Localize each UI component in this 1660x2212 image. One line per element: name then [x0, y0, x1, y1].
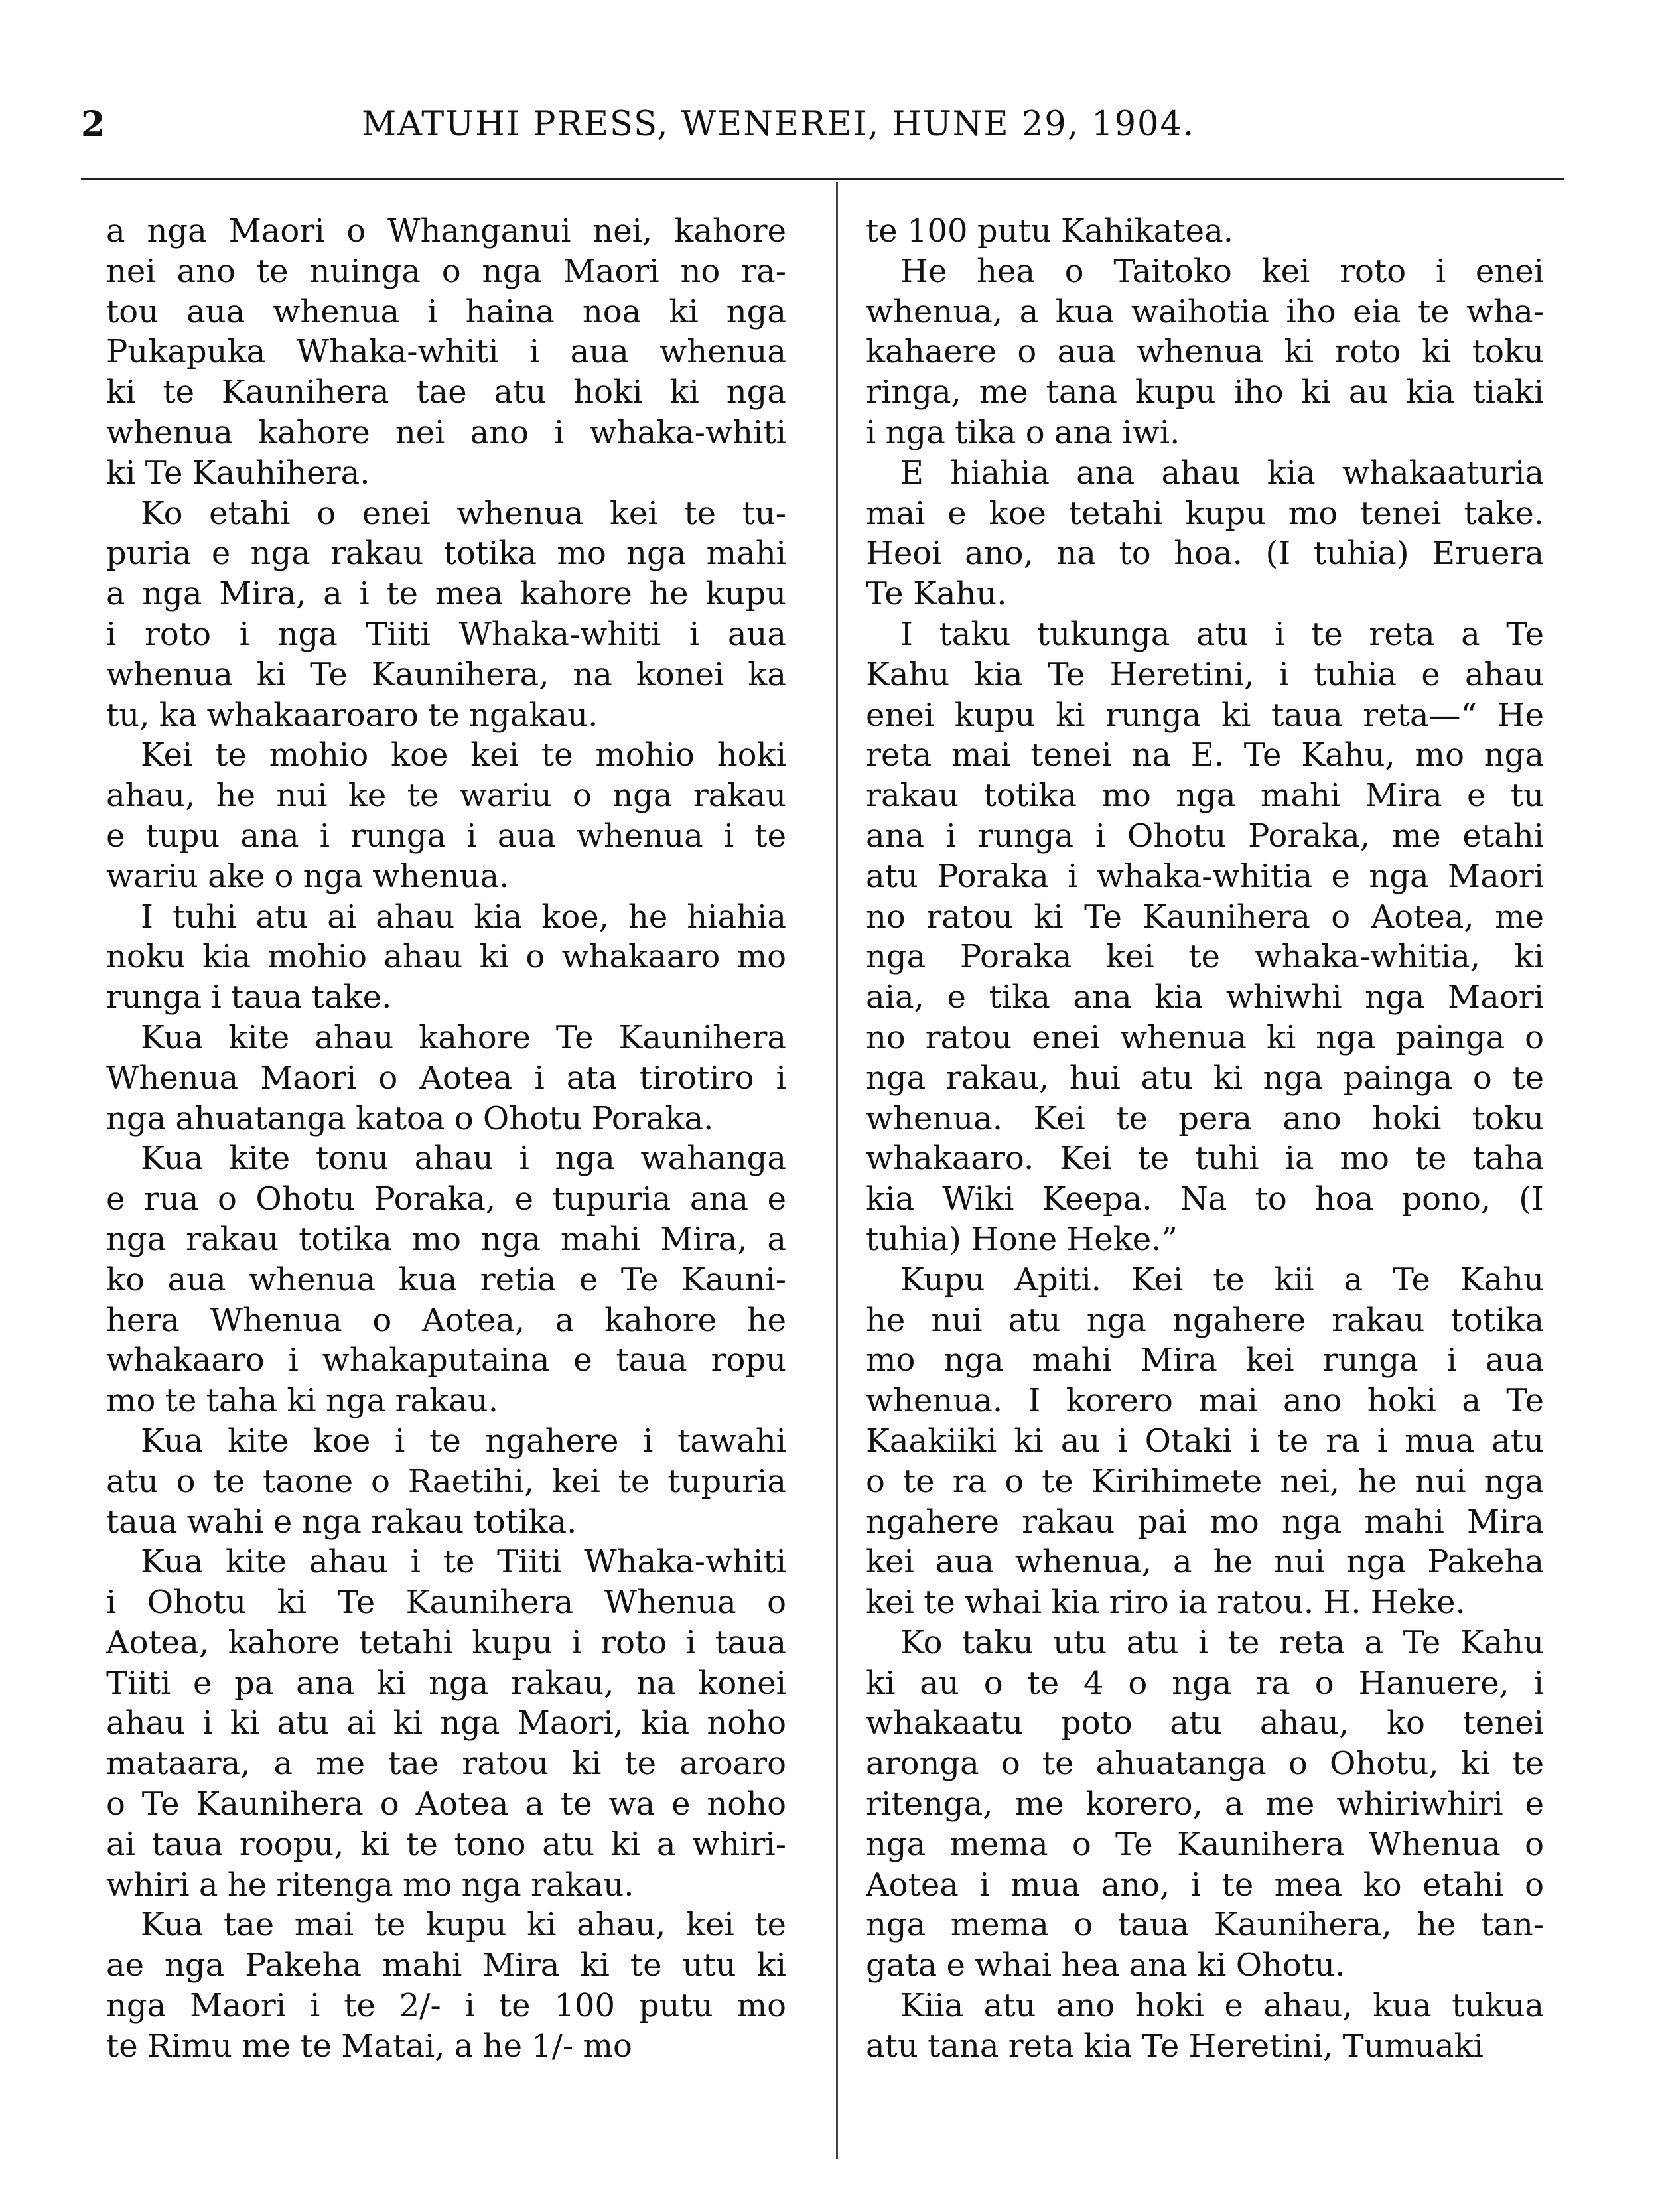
text-line: Pukapuka Whaka-whiti i aua whenua: [106, 333, 786, 371]
text-line: te 100 putu Kahikatea.: [866, 212, 1233, 249]
text-line: i nga tika o ana iwi.: [866, 413, 1180, 451]
text-line: kia Wiki Keepa. Na to hoa pono, (I: [866, 1180, 1544, 1218]
text-line: kei te whai kia riro ia ratou. H. Heke.: [866, 1584, 1466, 1622]
text-line: no ratou ki Te Kaunihera o Aotea, me: [866, 898, 1544, 935]
text-line: mataara, a me tae ratou ki te aroaro: [106, 1745, 786, 1783]
text-line: whakaatu poto atu ahau, ko tenei: [866, 1704, 1544, 1742]
text-line: noku kia mohio ahau ki o whakaaro mo: [106, 938, 786, 976]
text-line: Kua kite tonu ahau i nga wahanga: [141, 1140, 786, 1178]
text-line: he nui atu nga ngahere rakau totika: [866, 1301, 1544, 1339]
text-line: Kaakiiki ki au i Otaki i te ra i mua atu: [866, 1422, 1544, 1460]
text-line: E hiahia ana ahau kia whakaaturia: [900, 454, 1544, 492]
text-line: atu Poraka i whaka-whitia e nga Maori: [866, 857, 1544, 895]
text-line: ki te Kaunihera tae atu hoki ki nga: [106, 374, 786, 411]
text-line: aronga o te ahuatanga o Ohotu, ki te: [866, 1745, 1544, 1783]
text-line: I tuhi atu ai ahau kia koe, he hiahia: [141, 898, 786, 935]
text-line: Kua kite koe i te ngahere i tawahi: [141, 1422, 786, 1460]
paragraph: [866, 211, 1544, 251]
paragraph: [106, 897, 786, 1018]
left-column: [106, 211, 786, 2067]
text-line: aia, e tika ana kia whiwhi nga Maori: [866, 979, 1544, 1016]
text-line: ki Te Kauhihera.: [106, 454, 370, 492]
text-line: ae nga Pakeha mahi Mira ki te utu ki: [106, 1947, 786, 1984]
text-line: a nga Maori o Whanganui nei, kahore: [106, 212, 786, 249]
text-line: ahau, he nui ke te wariu o nga rakau: [106, 777, 786, 815]
text-line: whakaaro i whakaputaina e taua ropu: [106, 1342, 786, 1379]
text-line: ai taua roopu, ki te tono atu ki a whiri-: [106, 1825, 786, 1863]
text-line: He hea o Taitoko kei roto i enei: [900, 252, 1544, 290]
column-divider: [836, 182, 838, 2159]
text-line: Ko etahi o enei whenua kei te tu-: [141, 494, 786, 532]
text-line: tou aua whenua i haina noa ki nga: [106, 293, 786, 330]
text-line: e rua o Ohotu Poraka, e tupuria ana e: [106, 1180, 786, 1218]
text-line: i Ohotu ki Te Kaunihera Whenua o: [106, 1584, 786, 1622]
text-line: whakaaro. Kei te tuhi ia mo te taha: [866, 1140, 1544, 1178]
text-line: nga rakau, hui atu ki nga painga o te: [866, 1059, 1544, 1097]
text-line: mo nga mahi Mira kei runga i aua: [866, 1342, 1544, 1379]
paragraph: [866, 1986, 1544, 2067]
text-line: runga i taua take.: [106, 979, 392, 1016]
text-line: whenua. I korero mai ano hoki a Te: [866, 1382, 1544, 1420]
text-line: Kupu Apiti. Kei te kii a Te Kahu: [900, 1261, 1544, 1298]
text-line: mai e koe tetahi kupu mo tenei take.: [866, 494, 1544, 532]
text-line: Kahu kia Te Heretini, i tuhia e ahau: [866, 656, 1544, 693]
text-line: reta mai tenei na E. Te Kahu, mo nga: [866, 736, 1544, 774]
paragraph: [106, 1139, 786, 1421]
header-rule: [81, 178, 1564, 180]
text-line: ritenga, me korero, a me whiriwhiri e: [866, 1785, 1544, 1823]
text-line: no ratou enei whenua ki nga painga o: [866, 1018, 1544, 1056]
text-line: Tiiti e pa ana ki nga rakau, na konei: [106, 1664, 786, 1702]
text-line: whenua kahore nei ano i whaka-whiti: [106, 413, 786, 451]
right-column: [866, 211, 1544, 2067]
text-line: ana i runga i Ohotu Poraka, me etahi: [866, 817, 1544, 855]
text-line: Ko taku utu atu i te reta a Te Kahu: [900, 1624, 1544, 1661]
text-line: Aotea, kahore tetahi kupu i roto i taua: [106, 1624, 786, 1661]
text-line: hera Whenua o Aotea, a kahore he: [106, 1301, 786, 1339]
text-line: Kei te mohio koe kei te mohio hoki: [141, 736, 786, 774]
text-line: Te Kahu.: [866, 575, 1007, 613]
text-line: taua wahi e nga rakau totika.: [106, 1503, 577, 1541]
text-line: nga mema o Te Kaunihera Whenua o: [866, 1825, 1544, 1863]
text-line: nga rakau totika mo nga mahi Mira, a: [106, 1220, 786, 1258]
text-line: nga Poraka kei te whaka-whitia, ki: [866, 938, 1544, 976]
text-line: Whenua Maori o Aotea i ata tirotiro i: [106, 1059, 786, 1097]
text-line: Kua tae mai te kupu ki ahau, kei te: [141, 1906, 786, 1944]
text-line: te Rimu me te Matai, a he 1/- mo: [106, 2027, 632, 2065]
paragraph: [866, 453, 1544, 614]
text-line: Kiia atu ano hoki e ahau, kua tukua: [900, 1987, 1544, 2025]
text-line: gata e whai hea ana ki Ohotu.: [866, 1947, 1346, 1984]
text-line: whiri a he ritenga mo nga rakau.: [106, 1866, 634, 1903]
page-number: 2: [81, 104, 105, 145]
text-line: atu tana reta kia Te Heretini, Tumuaki: [866, 2027, 1484, 2065]
text-line: nga ahuatanga katoa o Ohotu Poraka.: [106, 1099, 714, 1137]
text-line: tuhia) Hone Heke.”: [866, 1220, 1178, 1258]
paragraph: [866, 1260, 1544, 1623]
paragraph: [106, 1905, 786, 2066]
text-line: Heoi ano, na to hoa. (I tuhia) Eruera: [866, 535, 1544, 573]
text-line: ki au o te 4 o nga ra o Hanuere, i: [866, 1664, 1544, 1702]
text-line: i roto i nga Tiiti Whaka-whiti i aua: [106, 615, 786, 653]
text-line: nei ano te nuinga o nga Maori no ra-: [106, 252, 786, 290]
text-line: nga mema o taua Kaunihera, he tan-: [866, 1906, 1544, 1944]
masthead: MATUHI PRESS, WENEREI, HUNE 29, 1904.: [362, 105, 1196, 144]
text-line: tu, ka whakaaroaro te ngakau.: [106, 696, 598, 734]
text-line: whenua, a kua waihotia iho eia te wha-: [866, 293, 1544, 330]
text-line: o Te Kaunihera o Aotea a te wa e noho: [106, 1785, 786, 1823]
paragraph: [106, 1542, 786, 1905]
text-line: whenua ki Te Kaunihera, na konei ka: [106, 656, 786, 693]
text-line: I taku tukunga atu i te reta a Te: [900, 615, 1544, 653]
text-line: mo te taha ki nga rakau.: [106, 1382, 498, 1420]
text-line: ahau i ki atu ai ki nga Maori, kia noho: [106, 1704, 786, 1742]
text-line: atu o te taone o Raetihi, kei te tupuria: [106, 1462, 786, 1500]
text-line: kahaere o aua whenua ki roto ki toku: [866, 333, 1544, 371]
text-line: a nga Mira, a i te mea kahore he kupu: [106, 575, 786, 613]
paragraph: [866, 251, 1544, 453]
text-line: ko aua whenua kua retia e Te Kauni-: [106, 1261, 786, 1298]
paragraph: [866, 614, 1544, 1260]
text-line: wariu ake o nga whenua.: [106, 857, 510, 895]
text-line: Kua kite ahau i te Tiiti Whaka-whiti: [141, 1543, 786, 1581]
text-line: o te ra o te Kirihimete nei, he nui nga: [866, 1462, 1544, 1500]
paragraph: [106, 494, 786, 736]
paragraph: [106, 735, 786, 896]
text-line: ringa, me tana kupu iho ki au kia tiaki: [866, 374, 1544, 411]
paragraph: [866, 1623, 1544, 1986]
text-line: ngahere rakau pai mo nga mahi Mira: [866, 1503, 1544, 1541]
text-line: Kua kite ahau kahore Te Kaunihera: [141, 1018, 786, 1056]
text-line: nga Maori i te 2/- i te 100 putu mo: [106, 1987, 786, 2025]
text-line: kei aua whenua, a he nui nga Pakeha: [866, 1543, 1544, 1581]
text-line: enei kupu ki runga ki taua reta—“ He: [866, 696, 1544, 734]
text-line: e tupu ana i runga i aua whenua i te: [106, 817, 786, 855]
text-line: whenua. Kei te pera ano hoki toku: [866, 1099, 1544, 1137]
text-line: puria e nga rakau totika mo nga mahi: [106, 535, 786, 573]
paragraph: [106, 1018, 786, 1139]
paragraph: [106, 211, 786, 494]
paragraph: [106, 1421, 786, 1542]
text-line: rakau totika mo nga mahi Mira e tu: [866, 777, 1544, 815]
text-line: Aotea i mua ano, i te mea ko etahi o: [866, 1866, 1544, 1903]
